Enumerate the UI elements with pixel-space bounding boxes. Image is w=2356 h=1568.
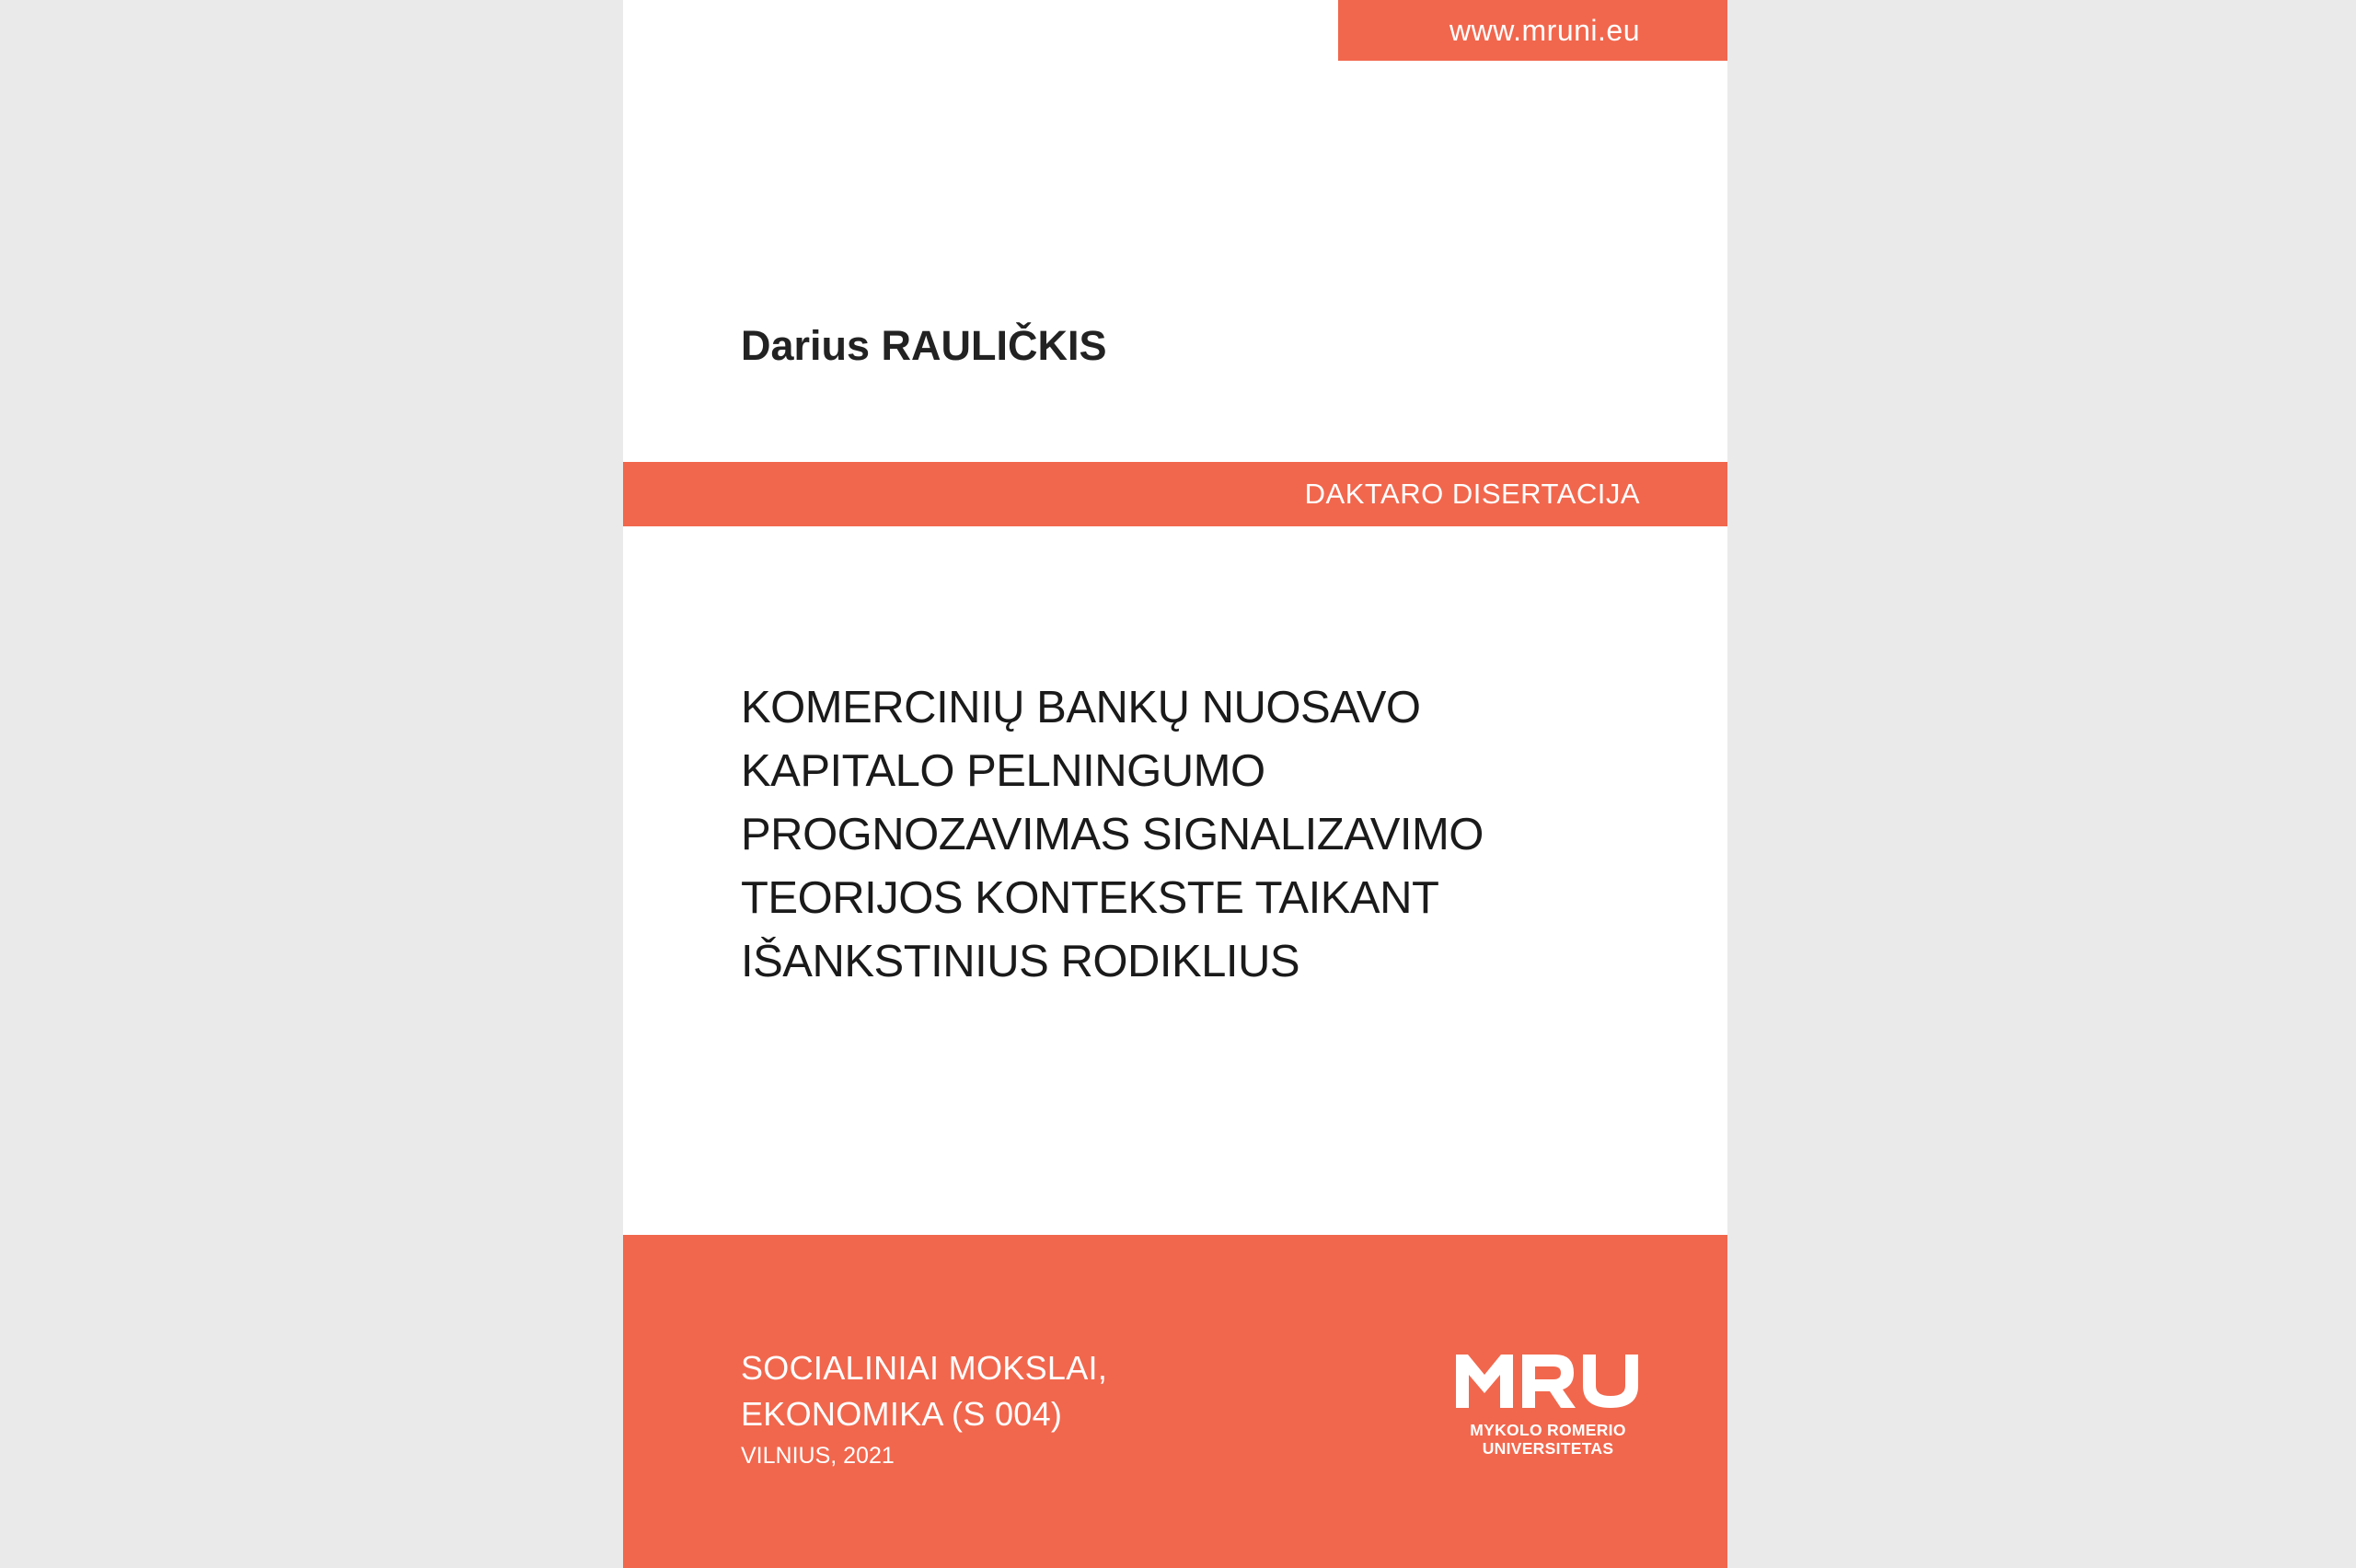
book-cover <box>623 0 1727 1568</box>
science-field-line: EKONOMIKA (S 004) <box>741 1395 1063 1433</box>
mru-logo-icon <box>1456 1353 1640 1410</box>
title-line: KAPITALO PELNINGUMO <box>741 746 1265 796</box>
document-type: DAKTARO DISERTACIJA <box>1304 478 1640 510</box>
title-line: IŠANKSTINIUS RODIKLIUS <box>741 937 1300 986</box>
dissertation-title <box>741 676 1661 994</box>
logo-text-line: UNIVERSITETAS <box>1482 1439 1614 1458</box>
website-tab <box>1338 0 1727 61</box>
logo-text-line: MYKOLO ROMERIO <box>1470 1421 1626 1439</box>
author-name: Darius RAULIČKIS <box>741 322 1107 369</box>
title-line: KOMERCINIŲ BANKŲ NUOSAVO <box>741 683 1421 732</box>
place-year: VILNIUS, 2021 <box>741 1443 895 1469</box>
title-line: PROGNOZAVIMAS SIGNALIZAVIMO <box>741 810 1484 859</box>
science-field-line: SOCIALINIAI MOKSLAI, <box>741 1349 1108 1387</box>
website-url: www.mruni.eu <box>1449 13 1640 47</box>
document-type-band <box>623 462 1727 526</box>
mru-logo <box>1456 1353 1640 1458</box>
bottom-band <box>623 1235 1727 1568</box>
title-line: TEORIJOS KONTEKSTE TAIKANT <box>741 873 1439 923</box>
